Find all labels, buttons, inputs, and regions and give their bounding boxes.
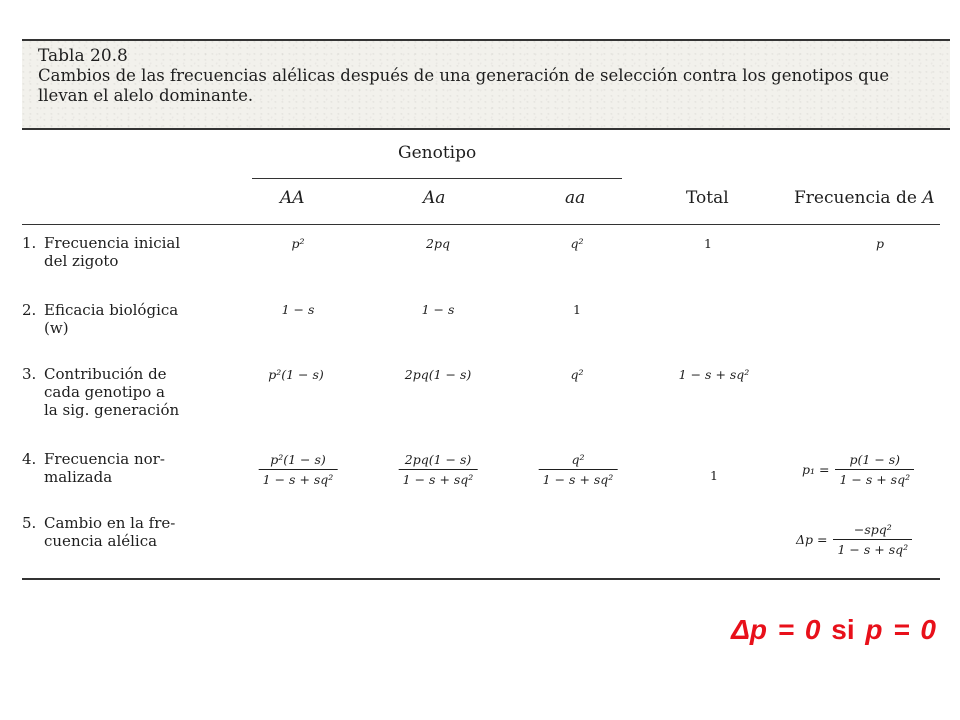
- row-5-frequency-numerator: −spq²: [853, 522, 892, 537]
- header-freq-prefix: Frecuencia de: [794, 188, 923, 208]
- header-bottom-rule: [22, 224, 940, 225]
- header-col-total: Total: [686, 188, 729, 208]
- row-4-label-line2: malizada: [44, 468, 113, 486]
- row-2-aa: 1: [573, 302, 581, 317]
- header-col-AA: AA: [280, 188, 305, 208]
- row-2-Aa: 1 − s: [421, 302, 455, 317]
- row-5-frequency-fraction: [833, 522, 912, 557]
- row-5-label-line1: Cambio en la fre-: [44, 514, 176, 532]
- caption-title: Tabla 20.8: [38, 46, 128, 66]
- row-3-label-line2: cada genotipo a: [44, 383, 165, 401]
- row-2-label-line1: Eficacia biológica: [44, 301, 179, 319]
- conclusion-part3: p = 0: [865, 614, 936, 645]
- row-3-total: 1 − s + sq²: [678, 367, 750, 382]
- row-4-AA-fraction: [259, 452, 338, 487]
- row-4-label: [22, 450, 212, 486]
- row-3-number: 3.: [22, 365, 37, 383]
- row-3-label: [22, 365, 212, 419]
- row-3-Aa: 2pq(1 − s): [404, 367, 472, 382]
- row-5-frequency-denominator: 1 − s + sq²: [833, 539, 912, 557]
- row-5-label: [22, 514, 212, 550]
- caption-bottom-rule: [22, 128, 950, 130]
- row-5-frequency-equation: [796, 522, 912, 557]
- header-col-aa: aa: [565, 188, 586, 208]
- conclusion-part1: Δp = 0: [731, 614, 821, 645]
- row-2-AA: 1 − s: [281, 302, 315, 317]
- row-4-frequency-fraction: [835, 452, 914, 487]
- row-2-label: [22, 301, 212, 337]
- row-4-number: 4.: [22, 450, 37, 468]
- conclusion-text: [731, 614, 936, 646]
- row-5-number: 5.: [22, 514, 37, 532]
- row-2-label-line2: (w): [44, 319, 69, 337]
- row-4-frequency-denominator: 1 − s + sq²: [835, 469, 914, 487]
- row-1-number: 1.: [22, 234, 37, 252]
- row-4-label-line1: Frecuencia nor-: [44, 450, 165, 468]
- row-4-aa-numerator: q²: [571, 452, 585, 467]
- row-4-total: 1: [710, 468, 718, 483]
- row-4-frequency-equation: [802, 452, 914, 487]
- row-1-label: [22, 234, 212, 270]
- table-bottom-rule: [22, 578, 940, 580]
- row-3-aa: q²: [570, 367, 584, 382]
- row-1-label-line2: del zigoto: [44, 252, 119, 270]
- row-4-AA-denominator: 1 − s + sq²: [259, 469, 338, 487]
- table-caption: [38, 46, 938, 106]
- row-4-Aa-fraction: [399, 452, 478, 487]
- row-4-Aa-numerator: 2pq(1 − s): [404, 452, 472, 467]
- row-4-aa-fraction: [539, 452, 618, 487]
- row-3-AA: p²(1 − s): [268, 367, 324, 382]
- row-3-label-line3: la sig. generación: [44, 401, 180, 419]
- row-1-total: 1: [704, 236, 712, 251]
- row-1-Aa: 2pq: [426, 236, 450, 251]
- row-4-AA-numerator: p²(1 − s): [270, 452, 326, 467]
- row-5-frequency-lhs: Δp =: [796, 532, 828, 547]
- row-4-Aa-denominator: 1 − s + sq²: [399, 469, 478, 487]
- row-4-aa-denominator: 1 − s + sq²: [539, 469, 618, 487]
- row-3-label-line1: Contribución de: [44, 365, 167, 383]
- header-col-Aa: Aa: [423, 188, 446, 208]
- row-2-number: 2.: [22, 301, 37, 319]
- row-1-aa: q²: [570, 236, 584, 251]
- row-1-frequency: p: [875, 236, 885, 251]
- row-4-frequency-lhs: p₁ =: [802, 462, 830, 477]
- top-rule: [22, 39, 950, 41]
- row-1-label-line1: Frecuencia inicial: [44, 234, 181, 252]
- header-col-frequency: [794, 188, 935, 208]
- caption-subtitle: Cambios de las frecuencias alélicas después de una generación de selección contra los genotipos que llevan el alelo dominante.: [38, 66, 890, 105]
- header-freq-var: A: [922, 188, 935, 208]
- row-5-label-line2: cuencia alélica: [44, 532, 158, 550]
- row-1-AA: p²: [291, 236, 305, 251]
- conclusion-part2: si: [831, 614, 855, 645]
- header-genotipo: Genotipo: [398, 143, 477, 163]
- row-4-frequency-numerator: p(1 − s): [849, 452, 901, 467]
- genotipo-rule: [252, 178, 622, 179]
